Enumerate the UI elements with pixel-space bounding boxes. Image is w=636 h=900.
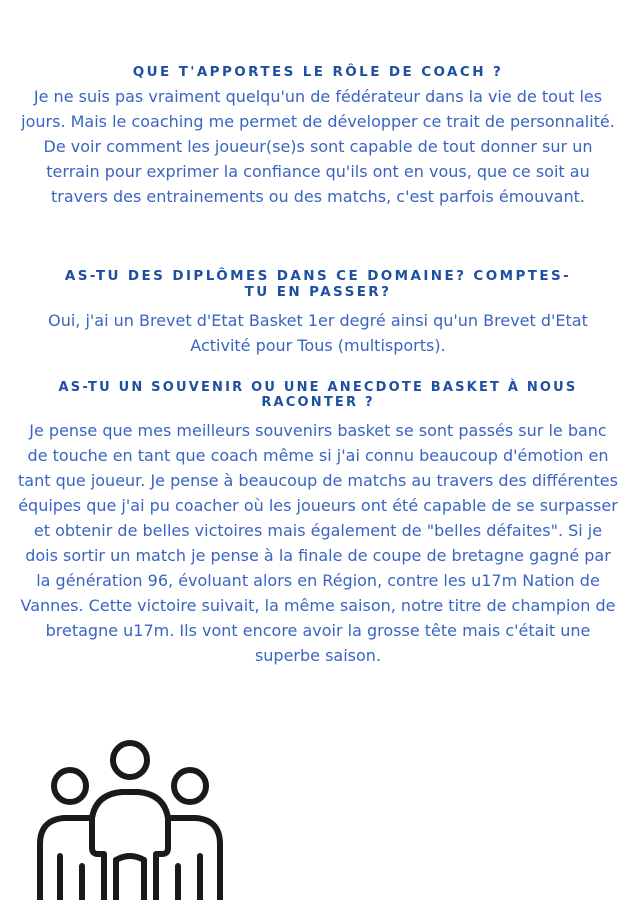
section-anecdote <box>0 380 636 668</box>
section-coach-role <box>0 64 636 209</box>
section-body: Je ne suis pas vraiment quelqu'un de fédérateur dans la vie de tout les jours. Mais le coaching me permet de développer ce trait de personnalité. De voir comment les joueur(se)s sont capable de tout donner sur un terrain pour exprimer la confiance qu'ils ont en vous, que ce soit au travers des entrainements ou des matchs, c'est parfois émouvant. <box>21 87 615 206</box>
group-people-icon <box>30 736 230 900</box>
section-body: Oui, j'ai un Brevet d'Etat Basket 1er degré ainsi qu'un Brevet d'Etat Activité pour Tous (multisports). <box>48 311 588 355</box>
section-diplomas <box>0 268 636 358</box>
section-heading: AS-TU DES DIPLÔMES DANS CE DOMAINE? COMPTES-TU EN PASSER? <box>64 268 572 300</box>
section-body: Je pense que mes meilleurs souvenirs basket se sont passés sur le banc de touche en tant que coach même si j'ai connu beaucoup d'émotion en tant que joueur. Je pense à beaucoup de matchs au travers des différentes équipes que j'ai pu coacher où les joueurs ont été capable de se surpasser et obtenir de belles victoires mais également de "belles défaites". Si je dois sortir un match je pense à la finale de coupe de bretagne gagné par la génération 96, évoluant alors en Région, contre les u17m Nation de Vannes. Cette victoire suivait, la même saison, notre titre de champion de bretagne u17m. Ils vont encore avoir la grosse tête mais c'était une superbe saison. <box>18 421 618 665</box>
section-heading: AS-TU UN SOUVENIR OU UNE ANECDOTE BASKET À NOUS RACONTER ? <box>58 380 578 410</box>
section-heading: QUE T'APPORTES LE RÔLE DE COACH ? <box>132 64 504 80</box>
